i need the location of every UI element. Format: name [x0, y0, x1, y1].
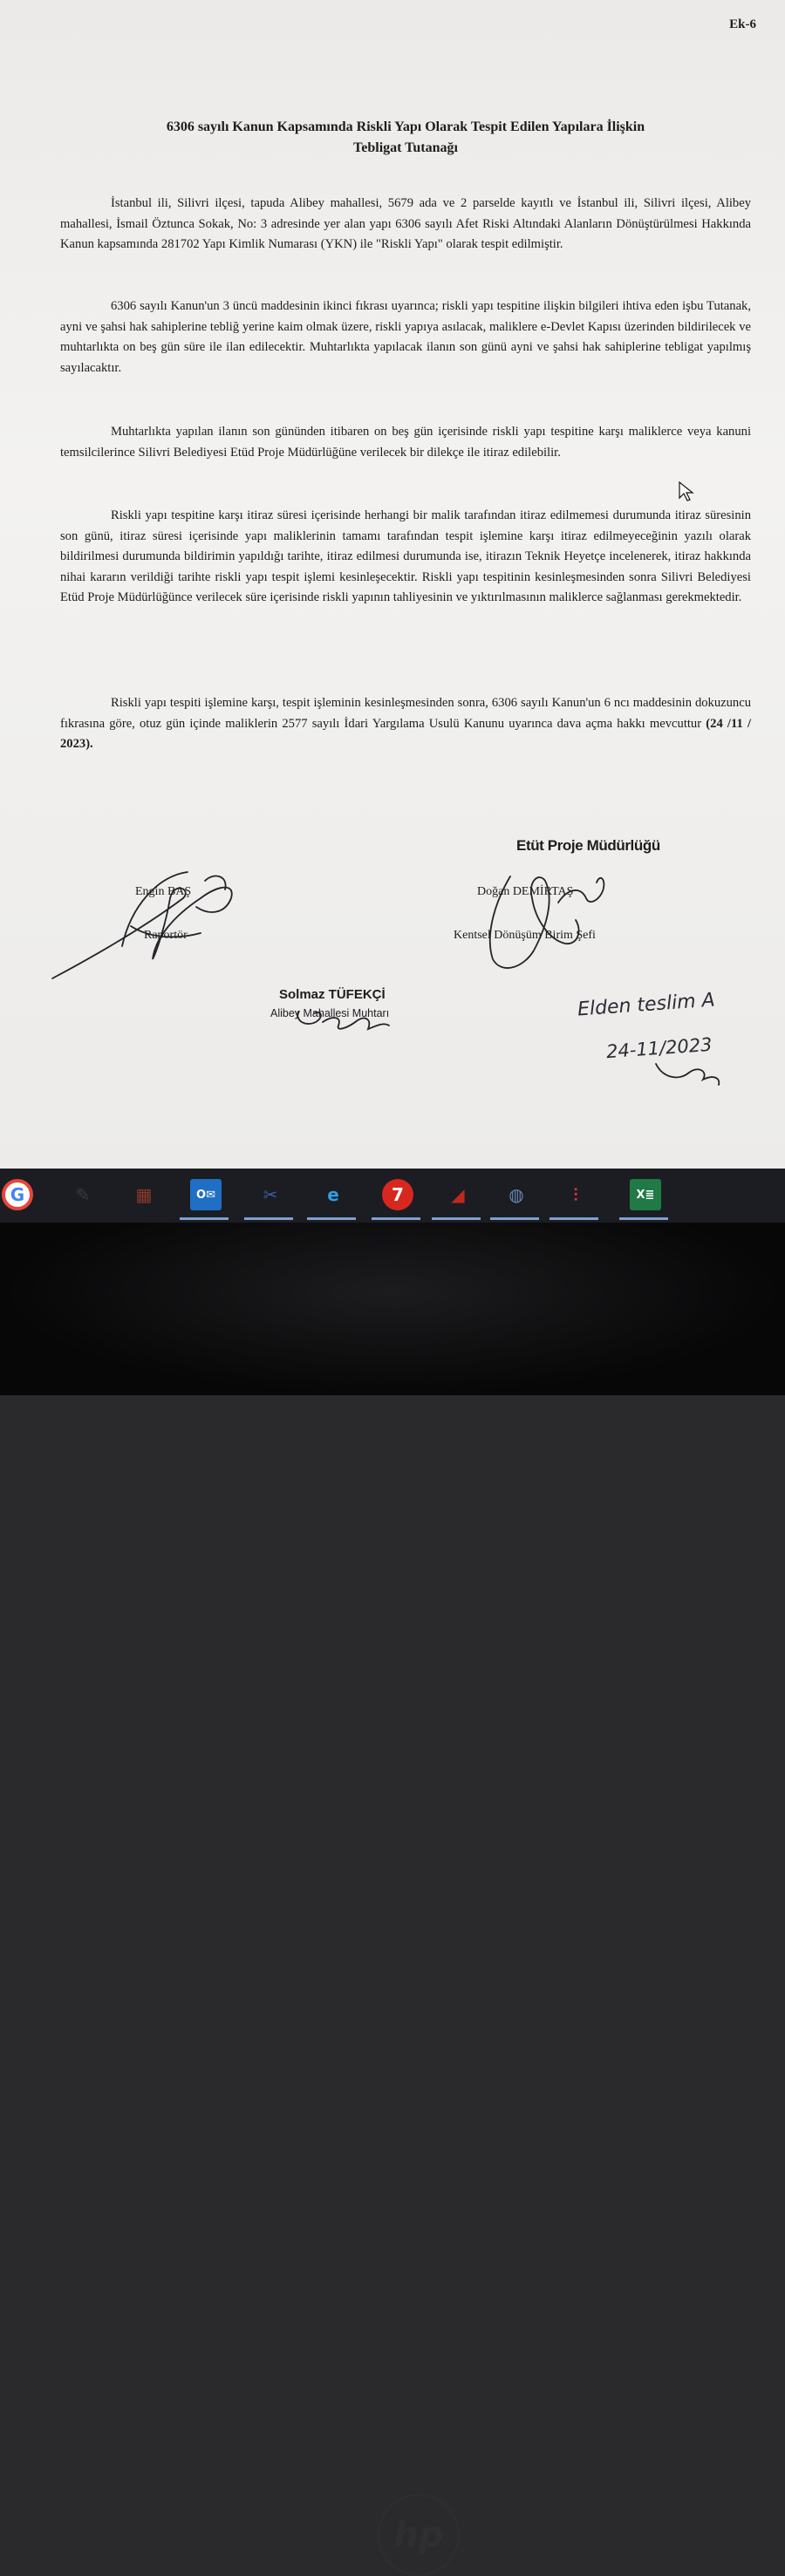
excel-icon[interactable]: X≣ [630, 1179, 661, 1210]
taskbar-active-indicator [550, 1217, 598, 1220]
title-line-1: 6306 sayılı Kanun Kapsamında Riskli Yapı Olarak Tespit Edilen Yapılara İlişkin [166, 119, 645, 134]
paragraph-5-text: Riskli yapı tespiti işlemine karşı, tespit işleminin kesinleşmesinden sonra, 6306 sayılı Kanun'un 6 ncı maddesinin dokuzuncu fıkrasına göre, otuz gün içinde maliklerin 2577 sayılı İdari Yargılama Usulü Kanunu uyarınca dava açma hakkı mevcuttur [60, 696, 751, 731]
muhtar-name: Solmaz TÜFEKÇİ [279, 987, 386, 1002]
mouse-cursor [678, 480, 695, 503]
signatures-layer [0, 0, 785, 1179]
right-signature [490, 876, 604, 968]
taskbar-active-indicator [490, 1217, 539, 1220]
monitor-bezel [0, 1223, 785, 2555]
annex-label: Ek-6 [729, 17, 756, 31]
taskbar-active-indicator [372, 1217, 420, 1220]
paragraph-4: Riskli yapı tespitine karşı itiraz süresi içerisinde herhangi bir malik tarafından itiraz edilmemesi durumunda itiraz süresinin son günü, itiraz süresi içerisinde yapı maliklerinin tamamı tarafından tespit işlemine karşı itiraz edilmeyeceğinin yazılı olarak bildirilmesi durumunda bildirimin yapıldığı tarihte, itiraz edilmesi durumunda ise, itirazın Teknik Heyetçe incelenerek, itiraz hakkında nihai kararın verildiği tarihte riskli yapı tespit işlemi kesinleşecektir. Riskli yapı tespitinin kesinleşmesinden sonra Silivri Belediyesi Etüd Proje Müdürlüğünce verilecek süre içerisinde riskli yapının tahliyesinin ve yıktırılmasının maliklerce sağlanması gerekmektedir. [60, 508, 751, 604]
left-signer-name: Engin BAŞ [135, 885, 192, 898]
right-signer-name: Doğan DEMİRTAŞ [477, 885, 574, 898]
title-line-2: Tebligat Tutanağı [353, 140, 458, 155]
muhtar-role: Alibey Mahallesi Muhtarı [270, 1007, 390, 1019]
disc-app-icon[interactable]: ◍ [509, 1184, 524, 1205]
chrome-icon[interactable]: G [2, 1179, 33, 1210]
left-signature [52, 872, 232, 978]
taskbar-active-indicator [619, 1217, 668, 1220]
tools-app-icon[interactable]: ✂ [263, 1184, 278, 1205]
taskbar-active-indicator [244, 1217, 293, 1220]
right-signer-role: Kentsel Dönüşüm Birim Şefi [454, 929, 596, 942]
paragraph-3: Muhtarlıkta yapılan ilanın son gününden itibaren on beş gün içerisinde riskli yapı tespitine karşı maliklerce veya kanuni temsilcilerince Silivri Belediyesi Etüd Proje Müdürlüğüne verilecek bir dilekçe ile itiraz edilebilir. [60, 425, 751, 460]
game-app-icon[interactable]: ▦ [135, 1184, 153, 1205]
taskbar-active-indicator [307, 1217, 356, 1220]
media-app-icon[interactable]: ⫶ [573, 1184, 578, 1205]
date-signature [656, 1064, 719, 1085]
handwritten-note: Elden teslim A [577, 989, 716, 1021]
stamp-unit: Etüt Proje Müdürlüğü [516, 837, 660, 854]
paragraph-1: İstanbul ili, Silivri ilçesi, tapuda Alibey mahallesi, 5679 ada ve 2 parselde kayıtlı ve İstanbul ili, Silivri ilçesi, Alibey mahallesi, İsmail Öztunca Sokak, No: 3 adresinde yer alan yapı 6306 sayılı Afet Riski Altındaki Alanların Dönüştürülmesi Hakkında Kanun kapsamında 281702 Yapı Kimlik Numarası (YKN) ile "Riskli Yapı" olarak tespit edilmiştir. [60, 196, 751, 251]
outlook-icon[interactable]: O✉ [190, 1179, 222, 1210]
paragraph-2: 6306 sayılı Kanun'un 3 üncü maddesinin ikinci fıkrası uyarınca; riskli yapı tespitine ilişkin bilgileri ihtiva eden işbu Tutanak, ayni ve şahsi hak sahiplerine tebliğ yerine kaim olmak üzere, riskli yapıya asılacak, maliklere e-Devlet Kapısı üzerinden bildirilecek ve muhtarlıkta on beş gün süre ile ilan edilecektir. Muhtarlıkta yapılacak ilanın son günü ayni ve şahsi hak sahiplerine tebligat yapılmış sayılacaktır. [60, 299, 751, 375]
car-app-icon[interactable]: ◢ [451, 1184, 465, 1205]
seven-app-icon[interactable]: 7 [382, 1179, 413, 1210]
taskbar-active-indicator [180, 1217, 229, 1220]
left-signer-role: Raportör [144, 929, 188, 942]
document-viewer [0, 0, 785, 1179]
muhtar-signature [297, 1012, 389, 1029]
hp-logo: hp [378, 2494, 460, 2576]
paragraph-5-date: (24 /11 / 2023). [60, 716, 751, 751]
internet-explorer-icon[interactable]: e [327, 1184, 339, 1205]
pen-app-icon[interactable]: ✎ [75, 1184, 91, 1205]
taskbar [0, 1169, 785, 1223]
taskbar-active-indicator [432, 1217, 481, 1220]
handwritten-date: 24-11/2023 [605, 1033, 713, 1063]
